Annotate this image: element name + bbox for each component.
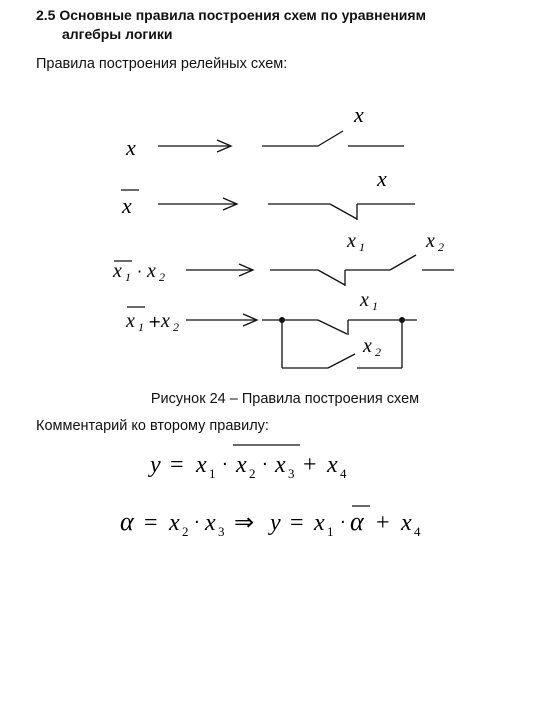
f1-eq: = [170, 452, 184, 478]
rule4-node-left [279, 317, 285, 323]
rule3-contact-a: x [347, 230, 356, 252]
rule4-input-a: x [126, 310, 135, 332]
rule3-input-b-sub: 2 [159, 270, 165, 284]
heading-line-1: 2.5 Основные правила построения схем по уравнениям [36, 7, 426, 23]
f2-s4: 4 [414, 524, 421, 539]
rule4-contact-a: x [360, 289, 369, 311]
rule1-contact-label: x [354, 102, 364, 127]
f2-y: y [270, 510, 281, 536]
f2-x1: x [314, 510, 325, 536]
f2-x3: x [205, 510, 216, 536]
rule3-contact-a-sub: 1 [359, 240, 365, 254]
f2-alpha: α [120, 507, 134, 536]
f2-eq: = [144, 510, 158, 536]
f1-s2: 2 [249, 466, 256, 481]
rule2-input-label: x [122, 193, 132, 218]
f1-plus: + [303, 452, 317, 478]
rule3-contact-b-sub: 2 [438, 240, 444, 254]
rule3-dot: · [137, 262, 143, 281]
formula-2 [120, 506, 421, 539]
rule4-input-b-sub: 2 [173, 320, 179, 334]
rule3-contact-b: x [426, 230, 435, 252]
f2-s2: 2 [182, 524, 189, 539]
f1-dot1: · [222, 454, 228, 475]
f2-eq2: = [290, 510, 304, 536]
rule3-input-a-sub: 1 [125, 270, 131, 284]
f2-x2: x [169, 510, 180, 536]
rule4-node-right [399, 317, 405, 323]
f1-s3: 3 [288, 466, 295, 481]
f1-s1: 1 [209, 466, 216, 481]
f1-x3: x [275, 452, 286, 478]
f1-y: y [150, 452, 161, 478]
rule4-plus: + [148, 312, 162, 331]
intro-text: Правила построения релейных схем: [36, 56, 288, 72]
rule3-nc-blade [318, 270, 345, 285]
rule3-input-b: x [147, 260, 156, 282]
rule4-nc-blade [318, 320, 347, 334]
f2-implies: ⇒ [234, 508, 255, 536]
f2-s3: 3 [218, 524, 225, 539]
f2-x4: x [401, 510, 412, 536]
rule3-no-blade [390, 255, 416, 270]
f2-dot: · [194, 512, 200, 533]
rule1-input-label: x [126, 135, 136, 160]
f1-x2: x [236, 452, 247, 478]
rule4-contact-a-sub: 1 [372, 299, 378, 313]
f2-plus: + [376, 510, 390, 536]
f2-alpha2: α [350, 507, 364, 536]
rule4-no-blade [328, 354, 355, 368]
f2-dot2: · [340, 512, 346, 533]
f1-dot2: · [262, 454, 268, 475]
rule4-input-a-sub: 1 [138, 320, 144, 334]
rule4-contact-b: x [363, 335, 372, 357]
f1-x1: x [196, 452, 207, 478]
f1-x4: x [327, 452, 338, 478]
rule2-contact-blade [330, 204, 357, 219]
heading-line-2: алгебры логики [62, 26, 173, 42]
rule4-input-b: x [161, 310, 170, 332]
figure-caption: Рисунок 24 – Правила построения схем [150, 391, 420, 407]
comment-text: Комментарий ко второму правилу: [36, 418, 269, 434]
rule3-input-a: x [113, 260, 122, 282]
f1-s4: 4 [340, 466, 347, 481]
rule4-contact-b-sub: 2 [375, 345, 381, 359]
rule2-contact-label: x [377, 166, 387, 191]
formula-1 [148, 445, 347, 481]
f2-s1: 1 [327, 524, 334, 539]
rule1-contact-blade [318, 131, 343, 146]
